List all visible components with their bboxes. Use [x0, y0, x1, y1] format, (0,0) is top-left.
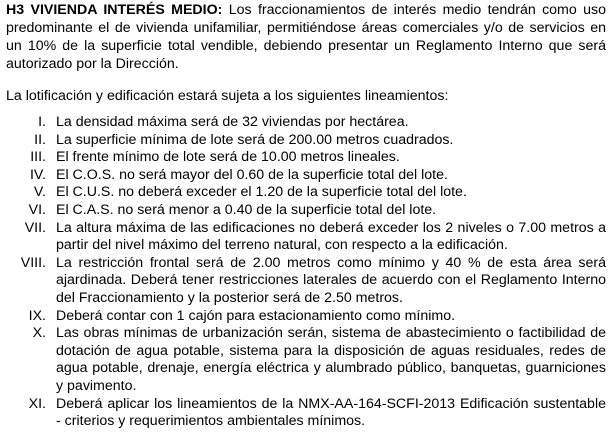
- item-text: El C.A.S. no será menor a 0.40 de la superficie total del lote.: [56, 201, 437, 218]
- item-text: Deberá aplicar los lineamientos de la NMX-AA-164-SCFI-2013 Edificación sustentable - criterios y requerimientos ambientales mínimos.: [56, 395, 606, 430]
- list-item: [6, 255, 606, 308]
- item-number: VII.: [24, 219, 46, 236]
- list-item: [6, 202, 606, 220]
- guidelines-list: [6, 114, 606, 431]
- item-text: La altura máxima de las edificaciones no deberá exceder los 2 niveles o 7.00 metros a partir del nivel máximo del terreno natural, con respecto a la edificación.: [56, 219, 606, 254]
- item-text: La restricción frontal será de 2.00 metros como mínimo y 40 % de esta área será ajardinada. Deberá tener restricciones laterales de acuerdo con el Reglamento Interno del Fraccionamiento y la posterior será de 2.50 metros.: [56, 254, 606, 306]
- item-number: III.: [30, 149, 46, 166]
- list-item: [6, 396, 606, 431]
- list-item: [6, 132, 606, 150]
- item-number: I.: [38, 114, 46, 130]
- item-number: X.: [32, 325, 46, 342]
- item-number: XI.: [28, 395, 46, 412]
- list-item: [6, 149, 606, 167]
- item-text: La superficie mínima de lote será de 200.00 metros cuadrados.: [56, 131, 454, 148]
- item-text: El C.O.S. no será mayor del 0.60 de la superficie total del lote.: [56, 166, 448, 183]
- item-number: VI.: [28, 201, 46, 218]
- section-heading: H3 VIVIENDA INTERÉS MEDIO:: [6, 2, 223, 18]
- list-item: [6, 167, 606, 185]
- item-number: II.: [34, 131, 46, 148]
- list-item: [6, 220, 606, 255]
- intro-text: Los fraccionamientos de interés medio tendrán como uso predominante el de vivienda unifamiliar, permitiéndose áreas comerciales y/o de servicios en un 10% de la superficie total vendible, debiendo presentar un Reglamento Interno que será autorizado por la Dirección.: [6, 2, 606, 72]
- document-page: [6, 0, 606, 431]
- list-item: [6, 308, 606, 326]
- item-number: V.: [33, 184, 46, 201]
- item-text: Deberá contar con 1 cajón para estacionamiento como mínimo.: [56, 307, 456, 324]
- item-text: El frente mínimo de lote será de 10.00 metros lineales.: [56, 149, 400, 166]
- list-item: [6, 114, 606, 132]
- item-text: Las obras mínimas de urbanización serán, sistema de abastecimiento o factibilidad de dotación de agua potable, sistema para la disposición de aguas residuales, redes de agua potable, drenaje, energía eléctrica y alumbrado público, banquetas, guarniciones y pavimento.: [56, 325, 606, 394]
- item-number: IX.: [28, 307, 46, 324]
- item-number: VIII.: [20, 254, 46, 271]
- intro-paragraph: [6, 0, 606, 73]
- list-item: [6, 325, 606, 395]
- item-text: El C.U.S. no deberá exceder el 1.20 de la superficie total del lote.: [56, 184, 467, 201]
- guidelines-intro: La lotificación y edificación estará sujeta a los siguientes lineamientos:: [6, 88, 449, 104]
- item-number: IV.: [29, 166, 46, 183]
- item-text: La densidad máxima será de 32 viviendas por hectárea.: [56, 114, 409, 130]
- list-item: [6, 184, 606, 202]
